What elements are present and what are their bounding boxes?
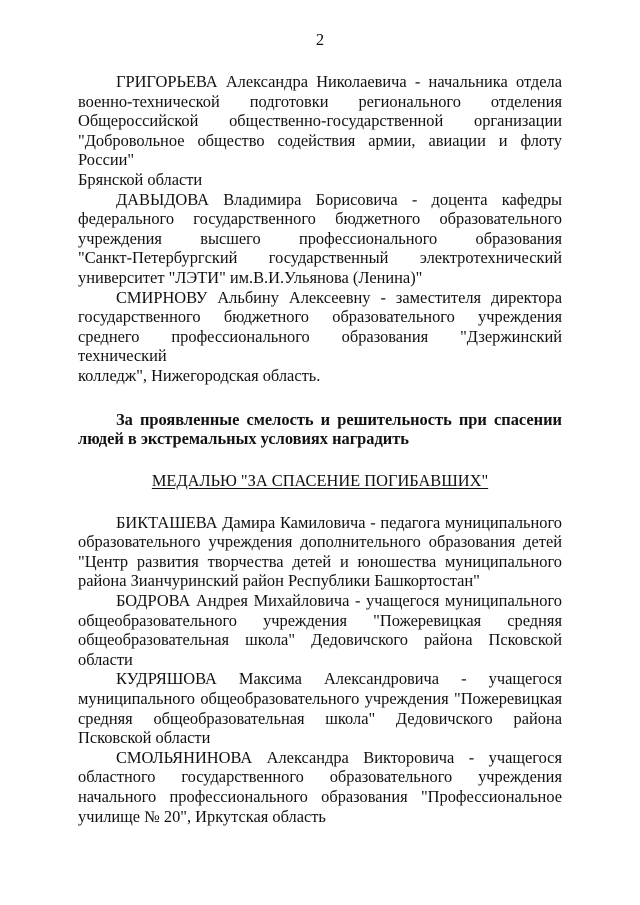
medal-recipients-list bbox=[78, 513, 562, 827]
entry-line: муниципального общеобразовательного учреждения "Пожеревицкая bbox=[78, 689, 562, 709]
entry-line: "Добровольное общество содействия армии, авиации и флоту России" bbox=[78, 130, 562, 170]
entry-line: района Зианчуринский район Республики Башкортостан" bbox=[78, 571, 480, 591]
entry-line: СМОЛЬЯНИНОВА Александра Викторовича - учащегося bbox=[116, 747, 562, 767]
entry-line: БОДРОВА Андрея Михайловича - учащегося муниципального bbox=[116, 591, 562, 611]
entry-line: училище № 20", Иркутская область bbox=[78, 806, 326, 826]
entry-line: КУДРЯШОВА Максима Александровича - учащегося bbox=[116, 669, 562, 689]
entry-line: образовательного учреждения дополнительного образования детей bbox=[78, 532, 562, 552]
nominee-entry-smolyaninov bbox=[78, 748, 562, 826]
nominee-entry-grigoryev bbox=[78, 72, 562, 190]
nominee-entry-biktashev bbox=[78, 513, 562, 591]
award-line: людей в экстремальных условиях наградить bbox=[78, 429, 409, 449]
entry-line: Общероссийской общественно-государственной организации bbox=[78, 111, 562, 131]
entry-line: Псковской области bbox=[78, 728, 211, 748]
entry-line: ГРИГОРЬЕВА Александра Николаевича - начальника отдела bbox=[116, 72, 562, 91]
document-body bbox=[78, 72, 562, 826]
award-statement bbox=[78, 410, 562, 449]
entry-line: военно-технической подготовки регионального отделения bbox=[78, 91, 562, 111]
entry-line: средняя общеобразовательная школа" Дедовичского района bbox=[78, 708, 562, 728]
page-number: 2 bbox=[315, 30, 325, 49]
entry-line: областного государственного образовательного учреждения bbox=[78, 767, 562, 787]
entry-line: ДАВЫДОВА Владимира Борисовича - доцента кафедры bbox=[116, 189, 562, 209]
entry-line: общеобразовательная школа" Дедовичского района Псковской bbox=[78, 630, 562, 650]
entry-line: Брянской области bbox=[78, 169, 203, 189]
entry-line: государственного бюджетного образовательного учреждения bbox=[78, 307, 562, 327]
entry-line: колледж", Нижегородская область. bbox=[78, 365, 321, 385]
award-line: За проявленные смелость и решительность при спасении bbox=[116, 409, 562, 429]
nominee-entry-bodrov bbox=[78, 591, 562, 669]
entry-line: учреждения высшего профессионального образования bbox=[78, 228, 562, 248]
medal-title: МЕДАЛЬЮ "ЗА СПАСЕНИЕ ПОГИБАВШИХ" bbox=[151, 470, 489, 490]
nominee-entry-davydov bbox=[78, 190, 562, 288]
nominee-entry-smirnova bbox=[78, 288, 562, 386]
entry-line: "Санкт-Петербургский государственный электротехнический bbox=[78, 248, 562, 268]
entry-line: области bbox=[78, 649, 133, 669]
entry-line: среднего профессионального образования "Дзержинский технический bbox=[78, 326, 562, 366]
entry-line: БИКТАШЕВА Дамира Камиловича - педагога муниципального bbox=[116, 512, 562, 532]
entry-line: СМИРНОВУ Альбину Алексеевну - заместителя директора bbox=[116, 287, 562, 307]
entry-line: федерального государственного бюджетного образовательного bbox=[78, 209, 562, 229]
entry-line: общеобразовательного учреждения "Пожеревицкая средняя bbox=[78, 610, 562, 630]
entry-line: "Центр развития творчества детей и юношества муниципального bbox=[78, 551, 562, 571]
nominee-entry-kudryashov bbox=[78, 669, 562, 747]
entry-line: начального профессионального образования "Профессиональное bbox=[78, 787, 562, 806]
entry-line: университет "ЛЭТИ" им.В.И.Ульянова (Ленина)" bbox=[78, 267, 423, 287]
